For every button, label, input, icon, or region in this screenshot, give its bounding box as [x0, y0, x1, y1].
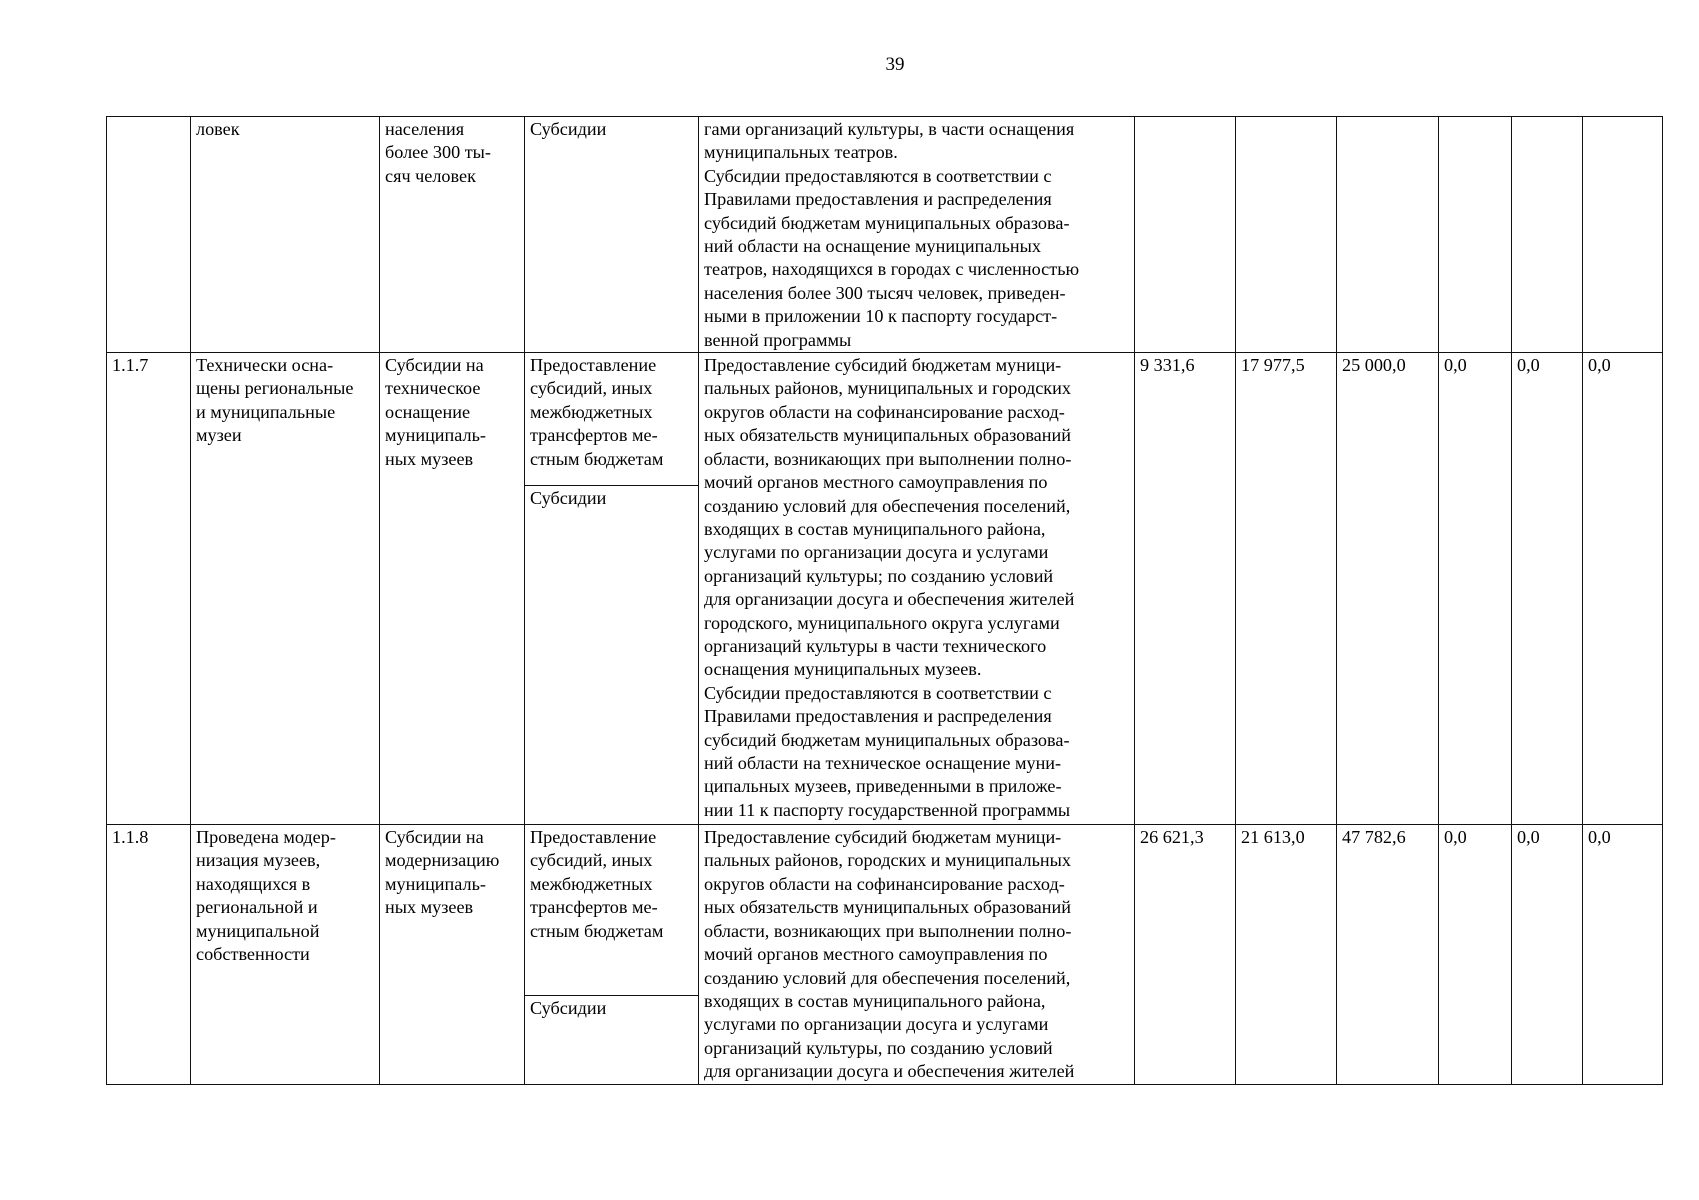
- measure-name-cell: Субсидии на модернизацию муниципаль- ных музеев: [380, 825, 525, 1085]
- expected-result-cell: Проведена модер- низация музеев, находящихся в региональной и муниципальной собственности: [191, 825, 380, 1085]
- value-cell: 0,0: [1439, 353, 1512, 825]
- measure-name-cell: населения более 300 ты- сяч человек: [380, 117, 525, 353]
- measure-number-cell: [107, 117, 191, 353]
- value-cell: 47 782,6: [1337, 825, 1439, 1085]
- value-cell: 9 331,6: [1135, 353, 1236, 825]
- value-cell: 0,0: [1512, 353, 1583, 825]
- table-row: [107, 117, 1663, 353]
- value-cell: 0,0: [1439, 825, 1512, 1085]
- measure-type-cell: Предоставление субсидий, иных межбюджетных трансфертов ме- стным бюджетам: [525, 353, 699, 486]
- measure-type-cell: Субсидии: [525, 117, 699, 353]
- measure-description-cell: Предоставление субсидий бюджетам муници- пальных районов, муниципальных и городских округов области на софинансирование расход- ных обязательств муниципальных образований области, возникающих при выполнении полно- мочий органов местного самоуправления по созданию условий для обеспечения поселений, входящих в состав муниципального района, услугами по организации досуга и услугами организаций культуры; по созданию условий для организации досуга и обеспечения жителей городского, муниципального округа услугами организаций культуры в части технического оснащения муниципальных музеев. Субсидии предоставляются в соответствии с Правилами предоставления и распределения субсидий бюджетам муниципальных образова- ний области на техническое оснащение муни- ципальных музеев, приведенными в приложе- нии 11 к паспорту государственной программы: [699, 353, 1135, 825]
- value-cell: 21 613,0: [1236, 825, 1337, 1085]
- program-measures-table: [106, 116, 1663, 1085]
- measure-subtype-cell: Субсидии: [525, 486, 699, 825]
- value-cell: [1135, 117, 1236, 353]
- page-number: 39: [885, 54, 905, 75]
- value-cell: [1236, 117, 1337, 353]
- value-cell: 25 000,0: [1337, 353, 1439, 825]
- value-cell: 0,0: [1512, 825, 1583, 1085]
- value-cell: [1583, 117, 1663, 353]
- value-cell: [1337, 117, 1439, 353]
- measure-number-cell: 1.1.7: [107, 353, 191, 825]
- expected-result-cell: Технически осна- щены региональные и муниципальные музеи: [191, 353, 380, 825]
- measure-description-cell: Предоставление субсидий бюджетам муници- пальных районов, городских и муниципальных округов области на софинансирование расход- ных обязательств муниципальных образований области, возникающих при выполнении полно- мочий органов местного самоуправления по созданию условий для обеспечения поселений, входящих в состав муниципального района, услугами по организации досуга и услугами организаций культуры, по созданию условий для организации досуга и обеспечения жителей: [699, 825, 1135, 1085]
- value-cell: 0,0: [1583, 353, 1663, 825]
- value-cell: 17 977,5: [1236, 353, 1337, 825]
- measure-type-cell: Предоставление субсидий, иных межбюджетных трансфертов ме- стным бюджетам: [525, 825, 699, 996]
- table-row: [107, 353, 1663, 486]
- value-cell: 0,0: [1583, 825, 1663, 1085]
- value-cell: 26 621,3: [1135, 825, 1236, 1085]
- measure-name-cell: Субсидии на техническое оснащение муниципаль- ных музеев: [380, 353, 525, 825]
- measure-description-cell: гами организаций культуры, в части оснащения муниципальных театров. Субсидии предоставляются в соответствии с Правилами предоставления и распределения субсидий бюджетам муниципальных образова- ний области на оснащение муниципальных театров, находящихся в городах с численностью населения более 300 тысяч человек, приведен- ными в приложении 10 к паспорту государст- венной программы: [699, 117, 1135, 353]
- expected-result-cell: ловек: [191, 117, 380, 353]
- measure-number-cell: 1.1.8: [107, 825, 191, 1085]
- value-cell: [1439, 117, 1512, 353]
- measure-subtype-cell: Субсидии: [525, 996, 699, 1085]
- value-cell: [1512, 117, 1583, 353]
- table-row: [107, 825, 1663, 996]
